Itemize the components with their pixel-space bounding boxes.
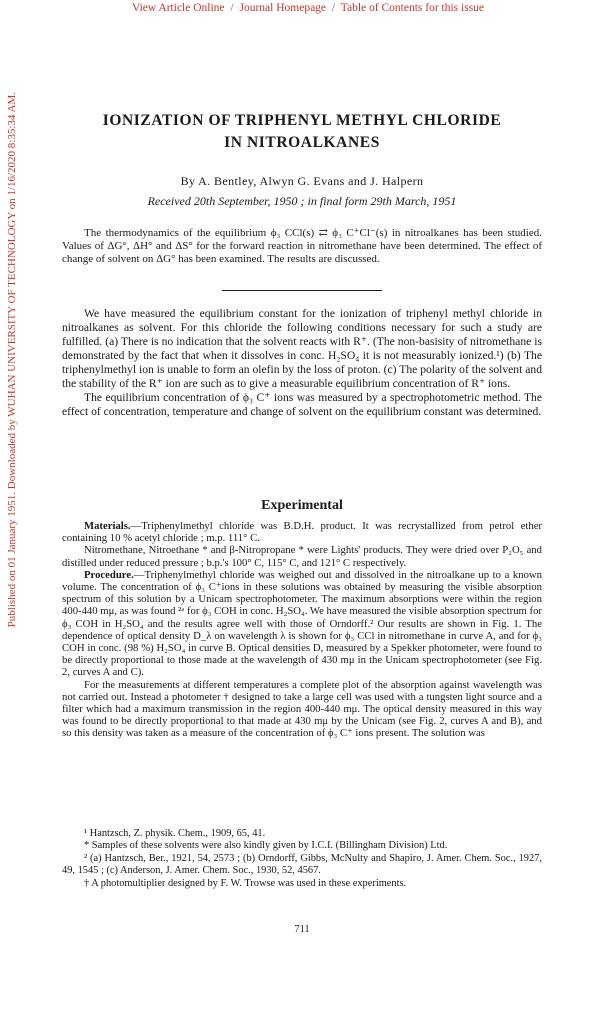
materials-text: —Triphenylmethyl chloride was B.D.H. product. It was recrystallized from petrol ether containing 10 % acetyl chloride ; m.p. 111° C. bbox=[62, 520, 542, 545]
abstract-text: The thermodynamics of the equilibrium ϕ₃ CCl(s) ⇄ ϕ₃ C⁺Cl⁻(s) in nitroalkanes has been studied. Values of ΔG°, ΔH° and ΔS° for the forward reaction in nitromethane have been determined. The effect of change of solvent on ΔG° has been examined. The results are discussed. bbox=[62, 227, 542, 265]
footnote-star: * Samples of these solvents were also kindly given by I.C.I. (Billingham Division) Ltd. bbox=[84, 840, 448, 852]
introduction bbox=[62, 307, 542, 419]
authors: By A. Bentley, Alwyn G. Evans and J. Halpern bbox=[180, 174, 424, 188]
section-heading-experimental: Experimental bbox=[261, 498, 343, 513]
temperature-paragraph: For the measurements at different temperatures a complete plot of the absorption against wavelength was not carried out. Instead a photometer † designed to take a large cell was used with a tungsten light source and a filter which had a maximum transmission in the region 400-440 mμ. The optical density measured in this way was found to be directly proportional to that made at 430 mμ by the Unicam (see Fig. 2, curves A and B), and so this density was taken as a measure of the concentration of ϕ₃ C⁺ ions present. The solution was bbox=[62, 678, 542, 740]
experimental-section bbox=[62, 520, 542, 740]
section-divider bbox=[222, 290, 382, 291]
procedure-paragraph bbox=[62, 569, 542, 679]
procedure-label: Procedure. bbox=[84, 568, 134, 581]
footnote-dagger: † A photomultiplier designed by F. W. Trowse was used in these experiments. bbox=[84, 877, 407, 889]
footnote-2: ² (a) Hantzsch, Ber., 1921, 54, 2573 ; (b) Orndorff, Gibbs, McNulty and Shapiro, J. Amer. Chem. Soc., 1927, 49, 1545 ; (c) Anderson, J. Amer. Chem. Soc., 1930, 52, 4567. bbox=[62, 852, 542, 877]
view-article-online-link[interactable]: View Article Online bbox=[131, 2, 225, 14]
materials-paragraph bbox=[62, 520, 542, 544]
title-line-2: IN NITROALKANES bbox=[224, 134, 380, 151]
table-of-contents-link[interactable]: Table of Contents for this issue bbox=[340, 2, 485, 14]
procedure-text: —Triphenylmethyl chloride was weighed out and dissolved in the nitroalkane up to a known volume. The concentration of ϕ₃ C⁺ions in these solutions was obtained by measuring the visible absorption spectrum of this solution by a Unicam spectrophotometer. The maximum absorptions were within the region 400-440 mμ, as was found ²ᵃ for ϕ₃ COH in conc. H₂SO₄. We have measured the visible absorption spectrum for ϕ₃ COH in H₂SO₄ and the results agree well with those of Orndorff.² Our results are shown in Fig. 1. The dependence of optical density D_λ on wavelength λ is shown for ϕ₃ CCl in nitromethane in curve A, and for ϕ₃ COH in conc. (98 %) H₂SO₄ in curve B. Optical densities D, measured by a Spekker photometer, were found to be directly proportional to those made at the wavelength of 430 mμ in the Unicam spectrophotometer (see Fig. 2, curves A and C). bbox=[62, 568, 542, 679]
top-links-bar bbox=[0, 2, 616, 14]
download-info-sidebar bbox=[2, 60, 22, 660]
separator: / bbox=[331, 2, 336, 14]
intro-paragraph-2: The equilibrium concentration of ϕ₃ C⁺ ions was measured by a spectrophotometric method. The effect of concentration, temperature and change of solvent on the equilibrium constant was determined. bbox=[62, 391, 542, 418]
journal-homepage-link[interactable]: Journal Homepage bbox=[239, 2, 327, 14]
footnote-1: ¹ Hantzsch, Z. physik. Chem., 1909, 65, 41. bbox=[84, 828, 266, 839]
materials-label: Materials. bbox=[84, 520, 131, 532]
title-line-1: IONIZATION OF TRIPHENYL METHYL CHLORIDE bbox=[102, 112, 502, 129]
page-number: 711 bbox=[294, 924, 310, 935]
intro-paragraph-1: We have measured the equilibrium constant for the ionization of triphenyl methyl chloride in nitroalkanes as solvent. For this chloride the following conditions necessary for such a study are fulfilled. (a) There is no indication that the solvent reacts with R⁺. (The non-basisity of nitromethane is demonstrated by the fact that when it dissolves in conc. H₂SO₄ it is not measurably ionized.¹) (b) The triphenylmethyl ion is unable to form an olefin by the loss of proton. (c) The polarity of the solvent and the stability of the R⁺ ion are such as to give a measurable equilibrium concentration of R⁺ ions. bbox=[62, 307, 542, 390]
article-title bbox=[62, 110, 542, 154]
abstract bbox=[62, 227, 542, 266]
separator: / bbox=[230, 2, 234, 14]
nitroalkanes-paragraph: Nitromethane, Nitroethane * and β-Nitropropane * were Lights' products. They were dried over P₂O₅ and distilled under reduced pressure ; b.p.'s 100° C, 115° C, and 121° C respectively. bbox=[62, 544, 542, 569]
received-date: Received 20th September, 1950 ; in final form 29th March, 1951 bbox=[147, 194, 457, 208]
download-info-text: Published on 01 January 1951. Downloaded by WUHAN UNIVERSITY OF TECHNOLOGY on 1/16/2020 8:35:34 AM. bbox=[6, 92, 18, 628]
footnotes bbox=[62, 828, 542, 890]
